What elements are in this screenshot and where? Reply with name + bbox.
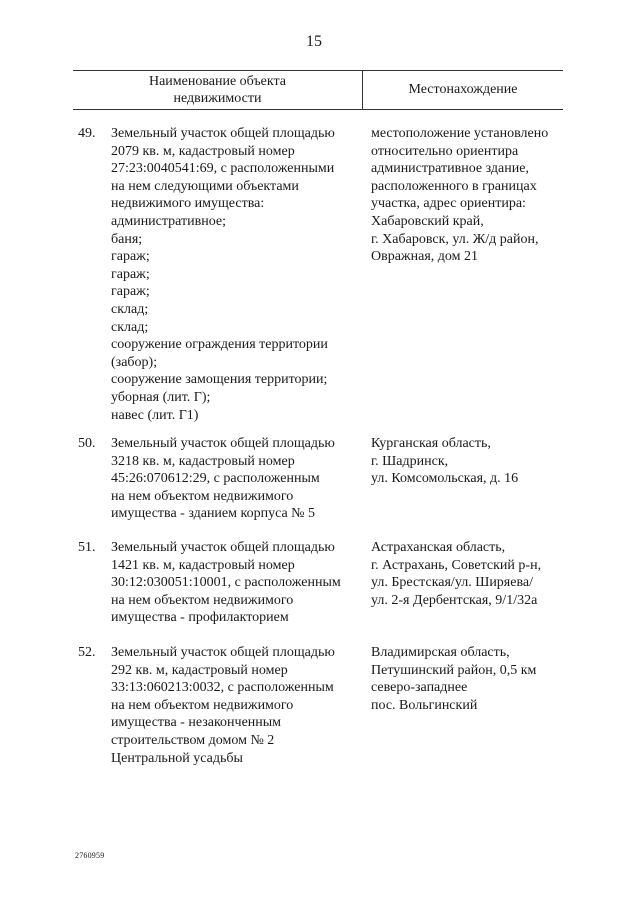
header-name-cell: Наименование объекта недвижимости (148, 74, 287, 106)
entry-description: Земельный участок общей площадью 2079 кв. м, кадастровый номер 27:23:0040541:69, с расположенными на нем следующими объектами недвижимого имущества: административное; баня; гараж; гараж; гараж; склад; склад; сооружение ограждения территории (забор); сооружение замощения территории; уборная (лит. Г); навес (лит. Г1) (111, 126, 335, 423)
entry-description: Земельный участок общей площадью 1421 кв. м, кадастровый номер 30:12:030051:10001, с расположенным на нем объектом недвижимого имущества - профилакторием (111, 540, 341, 626)
entry-description: Земельный участок общей площадью 3218 кв. м, кадастровый номер 45:26:070612:29, с расположенным на нем объектом недвижимого имущества - зданием корпуса № 5 (111, 436, 335, 522)
document-code: 2760959 (75, 851, 105, 860)
entry-description: Земельный участок общей площадью 292 кв. м, кадастровый номер 33:13:060213:0032, с расположенным на нем объектом недвижимого имущества - незаконченным строительством домом № 2 Центральной усадьбы (111, 645, 335, 766)
entry-location: Курганская область, г. Шадринск, ул. Комсомольская, д. 16 (371, 436, 519, 487)
entry-location: местоположение установлено относительно ориентира административное здание, расположенного в границах участка, адрес ориентира: Хабаровский край, г. Хабаровск, ул. Ж/д район, Овражная, дом 21 (371, 126, 549, 265)
entry-location: Астраханская область, г. Астрахань, Советский р-н, ул. Брестская/ул. Ширяева/ ул. 2-я Дербентская, 9/1/32а (371, 540, 542, 608)
page-number: 15 (306, 33, 322, 50)
entry-number: 52. (78, 645, 96, 660)
header-location-cell: Местонахождение (408, 82, 518, 97)
entry-number: 49. (78, 126, 96, 141)
entry-number: 51. (78, 540, 96, 555)
entry-location: Владимирская область, Петушинский район, 0,5 км северо-западнее пос. Вольгинский (371, 645, 537, 713)
entry-number: 50. (78, 436, 96, 451)
table-header (73, 70, 563, 110)
